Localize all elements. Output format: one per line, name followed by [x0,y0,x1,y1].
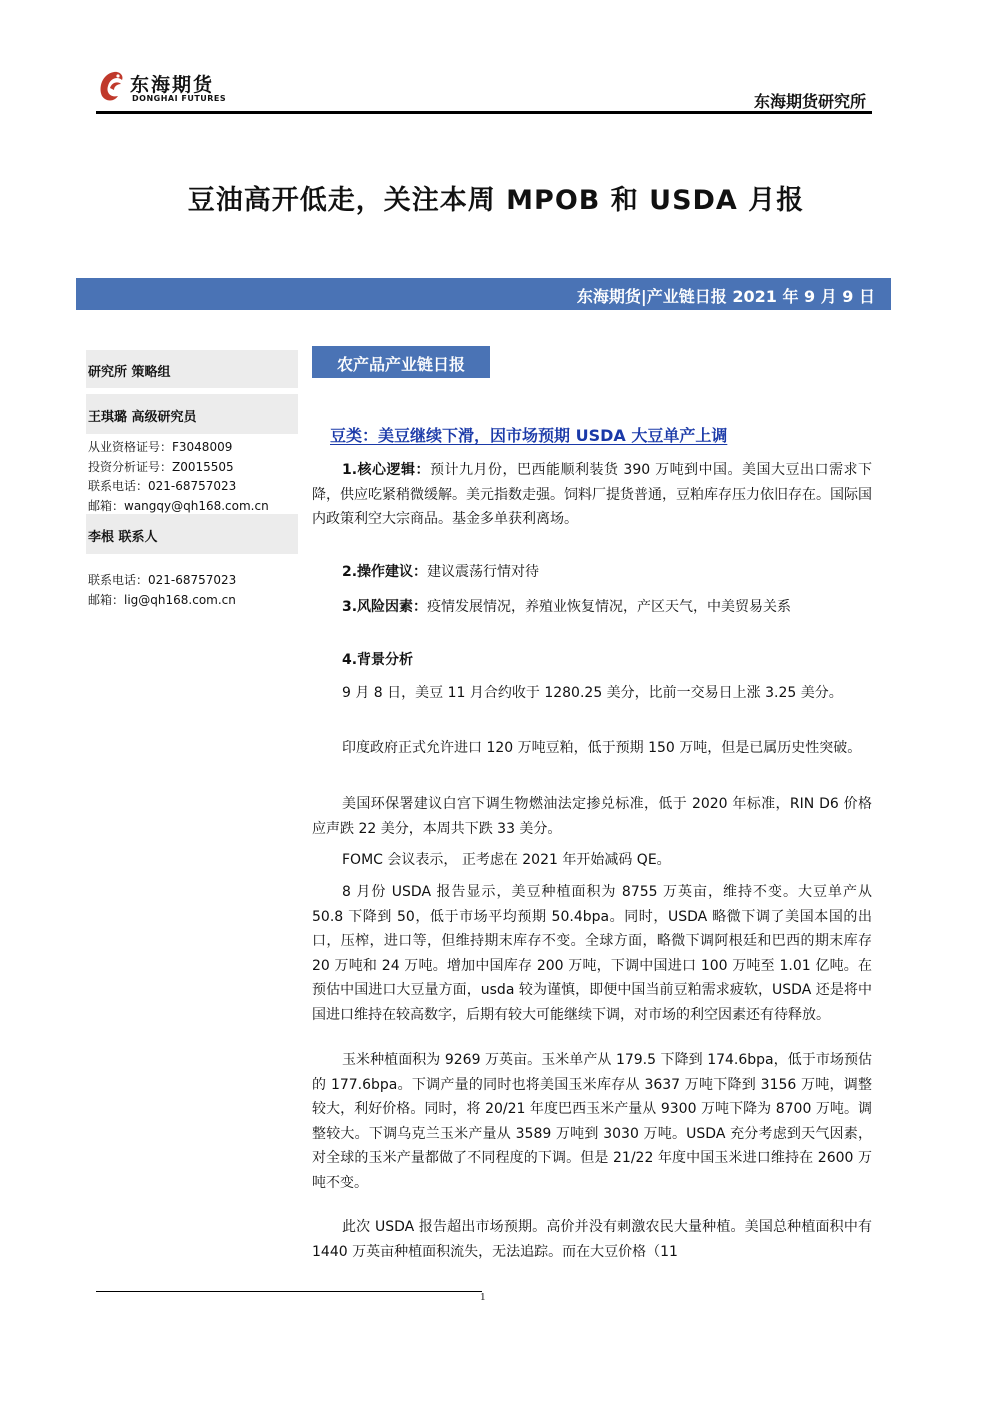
point-label: 3.风险因素： [342,599,428,615]
analyst2-email[interactable]: 邮箱：lig@qh168.com.cn [88,593,236,607]
body-paragraph: 印度政府正式允许进口 120 万吨豆粕，低于预期 150 万吨，但是已属历史性突破。 [342,740,862,756]
point-text: 预计九月份，巴西能顺利装货 390 万吨到中国。美国大豆出口需求下降，供应吃紧稍微缓解。美元指数走强。饲料厂提货普通，豆粕库存压力依旧存在。国际国内政策利空大宗商品。基金多单获利离场。 [312,462,872,528]
body-paragraph: FOMC 会议表示， 正考虑在 2021 年开始减码 QE。 [342,852,671,868]
analyst1-block [86,394,298,434]
analyst1-line: 投资分析证号：Z0015505 [88,460,234,474]
document-title: 豆油高开低走，关注本周 MPOB 和 USDA 月报 [187,185,805,216]
analyst2-name: 李根 联系人 [88,530,158,545]
logo-english-name: DONGHAI FUTURES [132,94,227,103]
footer-rule [96,1291,482,1292]
report-band-text: 东海期货|产业链日报 2021 年 9 月 9 日 [576,287,875,306]
header-rule [96,111,872,114]
analyst1-email[interactable]: 邮箱：wangqy@qh168.com.cn [88,499,269,513]
logo-chinese-name: 东海期货 [130,74,215,96]
body-paragraph: 美国环保署建议白宫下调生物燃油法定掺兑标准，低于 2020 年标准，RIN D6 价格应声跌 22 美分，本周共下跌 33 美分。 [312,796,872,837]
page-number: 1 [480,1291,486,1303]
analyst2-block [86,514,298,554]
section-tag [312,346,490,378]
analyst2-line: 联系电话：021-68757023 [88,573,237,587]
point-background [312,648,872,673]
point-core-logic [312,458,872,532]
dragon-logo-icon [96,66,128,106]
point-text: 疫情发展情况，养殖业恢复情况，产区天气，中美贸易关系 [427,599,792,615]
sidebar-group: 研究所 策略组 [88,365,171,380]
point-risk [312,595,872,620]
body-paragraph: 8 月份 USDA 报告显示，美豆种植面积为 8755 万英亩，维持不变。大豆单产从 50.8 下降到 50，低于市场平均预期 50.4bpa。同时，USDA 略微下调了美国本国的出口，压榨，进口等，但维持期末库存不变。全球方面，略微下调阿根廷和巴西的期末库存 20 万吨和 24 万吨。增加中国库存 200 万吨，下调中国进口 100 万吨至 1.01 亿吨。在预估中国进口大豆量方面，usda 较为谨慎，即便中国当前豆粕需求疲软，USDA 还是将中国进口维持在较高数字，后期有较大可能继续下调，对市场的利空因素还有待释放。 [312,884,872,1023]
point-label: 2.操作建议： [342,564,428,580]
institute-name: 东海期货研究所 [753,92,866,111]
analyst1-line: 从业资格证号：F3048009 [88,440,233,454]
body-paragraph: 9 月 8 日，美豆 11 月合约收于 1280.25 美分，比前一交易日上涨 3.25 美分。 [342,685,843,701]
analyst1-name: 王琪璐 高级研究员 [88,410,197,425]
section-subheading: 豆类：美豆继续下滑，因市场预期 USDA 大豆单产上调 [330,426,728,445]
company-logo [96,66,236,110]
point-label: 1.核心逻辑： [342,462,431,478]
report-band [76,278,891,310]
point-text: 建议震荡行情对待 [427,564,540,580]
section-tag-text: 农产品产业链日报 [336,355,465,374]
body-paragraph: 此次 USDA 报告超出市场预期。高价并没有刺激农民大量种植。美国总种植面积中有 1440 万英亩种植面积流失，无法追踪。而在大豆价格（11 [312,1219,872,1260]
body-paragraph: 玉米种植面积为 9269 万英亩。玉米单产从 179.5 下降到 174.6bpa，低于市场预估的 177.6bpa。下调产量的同时也将美国玉米库存从 3637 万吨下降到 3156 万吨，调整较大，利好价格。同时，将 20/21 年度巴西玉米产量从 9300 万吨下降为 8700 万吨。调整较大。下调乌克兰玉米产量从 3589 万吨到 3030 万吨。USDA 充分考虑到天气因素，对全球的玉米产量都做了不同程度的下调。但是 21/22 年度中国玉米进口维持在 2600 万吨不变。 [312,1052,872,1191]
point-advice [312,560,872,585]
sidebar-group-block [86,350,298,388]
point-label: 4.背景分析 [342,652,414,668]
analyst1-line: 联系电话：021-68757023 [88,479,237,493]
